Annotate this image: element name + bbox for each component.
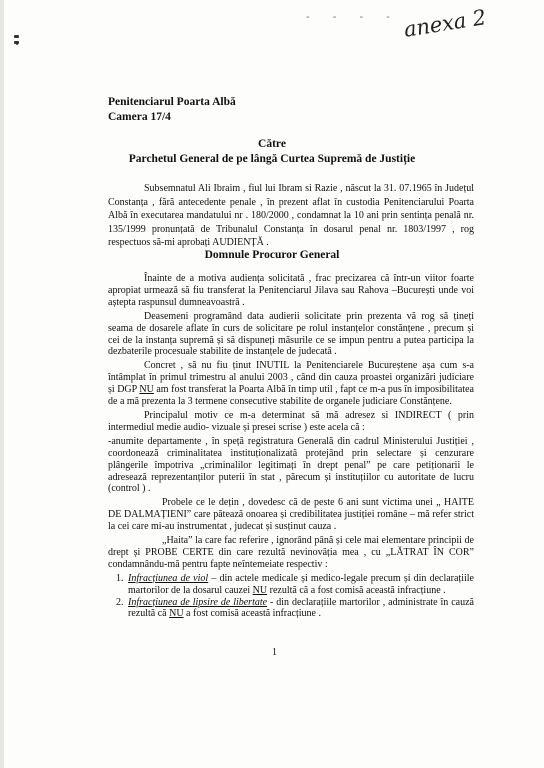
sender-header [108,95,236,125]
page-number: 1 [272,647,277,658]
paragraph-scheduling: Deasemeni programând data audierii solicitate prin prezenta vă rog să țineți seama de dosarele aflate în curs de solicitare pe rolul instanțelor constănțene , precum și cei de la instanța supremă și să dispuneți măsurile ce se impun pentru a putea participa la dezbaterile procesuale stabilite de instanțele de judecată . [108,310,474,358]
list-item: 1. Infracțiunea de viol – din actele medicale și medico-legale precum și din declarațiile martorilor de la dosarul cauzei NU rezultă că a fost comisă această infracțiune . [126,573,474,597]
paragraph-haita: „Haita” la care fac referire , ignorând până și cele mai elementare principii de drept și PROBE CERTE din care rezultă nevinovăția mea , cu „LĂTRAT ÎN COR” condamnându-mă pentru fapte neîntemeiate respectiv : [108,535,474,570]
paragraph-transfer: Înainte de a motiva audiența solicitată , frac precizarea că într-un viitor foarte apropiat urmează să fiu transferat la Penitenciarul Jilava sau Rahova –București unde voi aștepta raspunsul dumneavoastră . [108,273,474,308]
handwritten-annotation: anexa 2 [402,5,488,42]
charges-list [108,573,474,621]
emphasis-nu: NU [252,584,268,596]
addressee-to: Către [258,138,286,150]
binding-mark [16,43,18,45]
paragraph-main-motive: Principalul motiv ce m-a determinat să mă adresez si INDIRECT ( prin intermediul medie audio- vizuale și presei scrise ) este acela că : [108,409,474,433]
binding-mark [14,35,19,38]
paragraph-evidence: Probele ce le dețin , dovedesc că de peste 6 ani sunt victima unei „ HAITE DE DALMAȚIENI” care pătează onoarea și credibilitatea justiției române – mă refer strict la cei care mi-au instrumentat , judecat și susținut cauza . [108,497,474,533]
paragraph-concret: Concret , să nu fiu ținut INUTIL la Penitenciarele Bucureștene așa cum s-a întâmplat în primul trimestru al anului 2003 , când din cauza proastei organizări judiciare și DGP NU am fost transferat la Poarta Albă în timp util , fapt ce m-a pus în imposibilitatea de a mă prezenta la 3 termene consecutive stabilite de organele judiciare Constănțene. [108,360,474,408]
letter-body [108,273,474,620]
emphasis-nu: NU [169,608,184,620]
scan-edge [0,0,4,768]
salutation: Domnule Procuror General [204,249,340,261]
sender-cell: Camera 17/4 [108,111,171,123]
addressee-name: Parchetul General de pe lângă Curtea Supremă de Justiție [128,153,416,165]
margin-marks: - - - - [306,11,400,23]
paragraph-departments: -anumite departamente , în speță registratura Generală din cadrul Ministerului Justiției , coordonează criminalitatea instituționalizată protejând prin selectare și cenzurare plângerile împotriva „criminalilor legitimați în drept penal” pe care petiționarii le adresează reprezentanților puterii în stat , părecum și instituțiilor cu autoritate de lucru (control ) . [108,435,474,495]
list-item: 2. Infracțiunea de lipsire de libertate - din declarațiile martorilor , administrate în cauză rezultă că NU a fost comisă această infracțiune . [126,597,474,621]
sender-institution: Penitenciarul Poarta Albă [108,96,236,108]
addressee-block [70,137,474,167]
charge-title: Infracțiunea de viol [128,572,209,584]
charge-title: Infracțiunea de lipsire de libertate [128,596,268,608]
intro-paragraph: Subsemnatul Ali Ibraim , fiul lui Ibram si Razie , născut la 31. 07.1965 în Județul Constanța , fără antecedente penale , în prezent aflat în custodia Penitenciarului Poarta Albă în executarea mandatului nr . 180/2000 , condamnat la 10 ani prin sentința penală nr. 135/1999 pronunțată de Tribunalul Constanța în dosarul penal nr. 1803/1997 , rog respectuos să-mi aprobați AUDIENȚĂ . [108,183,474,248]
emphasis-nu: NU [139,384,154,396]
